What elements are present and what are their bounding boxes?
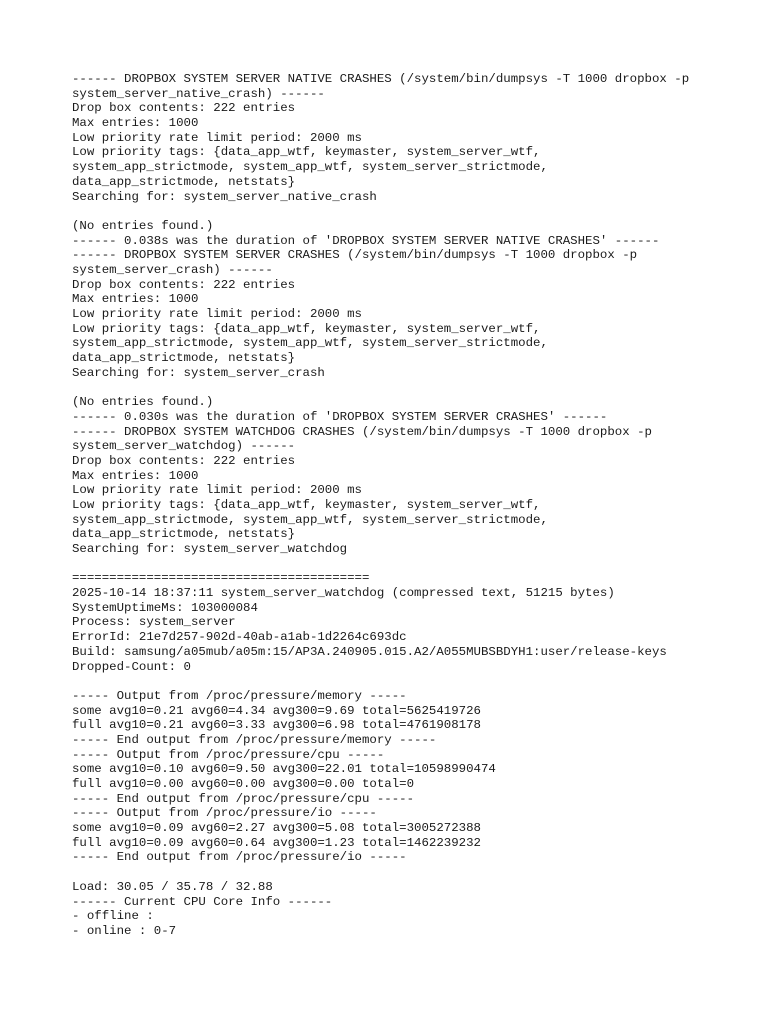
log-line: ======================================== — [72, 571, 370, 586]
log-line: data_app_strictmode, netstats} — [72, 351, 296, 366]
log-line: Low priority rate limit period: 2000 ms — [72, 307, 362, 321]
log-line: (No entries found.) — [72, 218, 214, 233]
log-line — [72, 865, 752, 880]
log-line: 2025-10-14 18:37:11 system_server_watchdog (compressed text, 51215 bytes) — [72, 586, 615, 601]
log-line — [72, 204, 752, 219]
log-line — [72, 380, 752, 395]
log-line: some avg10=0.09 avg60=2.27 avg300=5.08 total=3005272388 — [72, 821, 481, 836]
log-line: ----- Output from /proc/pressure/io ----- — [72, 806, 377, 821]
log-line: full avg10=0.09 avg60=0.64 avg300=1.23 total=1462239232 — [72, 835, 481, 850]
log-line: Low priority rate limit period: 2000 ms — [72, 130, 362, 145]
log-line: Drop box contents: 222 entries — [72, 277, 296, 292]
log-line: ------ DROPBOX SYSTEM WATCHDOG CRASHES (/system/bin/dumpsys -T 1000 dropbox -p — [72, 424, 652, 439]
log-line: ErrorId: 21e7d257-902d-40ab-a1ab-1d2264c693dc — [72, 630, 407, 645]
log-line: Load: 30.05 / 35.78 / 32.88 — [72, 879, 273, 894]
log-line — [72, 557, 752, 572]
log-line: ----- Output from /proc/pressure/memory ----- — [72, 688, 407, 703]
log-line — [72, 674, 752, 689]
log-line: Low priority tags: {data_app_wtf, keymaster, system_server_wtf, — [72, 497, 541, 512]
log-document — [72, 72, 752, 939]
log-line: system_app_strictmode, system_app_wtf, system_server_strictmode, — [72, 336, 548, 351]
log-line: SystemUptimeMs: 103000084 — [72, 600, 258, 615]
log-line: Max entries: 1000 — [72, 116, 199, 131]
log-line: - online : 0-7 — [72, 923, 177, 938]
log-line: ----- End output from /proc/pressure/cpu ----- — [72, 791, 415, 806]
log-line: ----- Output from /proc/pressure/cpu ----- — [72, 747, 385, 762]
log-line: Low priority rate limit period: 2000 ms — [72, 483, 362, 498]
log-line: ------ Current CPU Core Info ------ — [72, 894, 333, 909]
log-line: system_server_crash) ------ — [72, 262, 273, 277]
log-line: Dropped-Count: 0 — [72, 659, 191, 674]
log-line: system_app_strictmode, system_app_wtf, system_server_strictmode, — [72, 512, 548, 527]
log-line: ------ DROPBOX SYSTEM SERVER NATIVE CRASHES (/system/bin/dumpsys -T 1000 dropbox -p — [72, 72, 690, 86]
log-line: Max entries: 1000 — [72, 292, 199, 307]
log-line: Searching for: system_server_watchdog — [72, 542, 348, 556]
log-line: system_server_watchdog) ------ — [72, 439, 296, 454]
log-line: Process: system_server — [72, 615, 236, 630]
log-line: Searching for: system_server_native_crash — [72, 189, 377, 204]
log-line: ----- End output from /proc/pressure/memory ----- — [72, 732, 437, 747]
log-line: ------ 0.030s was the duration of 'DROPBOX SYSTEM SERVER CRASHES' ------ — [72, 409, 608, 424]
log-line: system_app_strictmode, system_app_wtf, system_server_strictmode, — [72, 160, 548, 175]
log-line: Drop box contents: 222 entries — [72, 101, 296, 116]
log-line: ----- End output from /proc/pressure/io ----- — [72, 850, 407, 865]
log-line: full avg10=0.00 avg60=0.00 avg300=0.00 total=0 — [72, 777, 415, 791]
log-line: Build: samsung/a05mub/a05m:15/AP3A.240905.015.A2/A055MUBSBDYH1:user/release-keys — [72, 644, 667, 659]
log-line: Low priority tags: {data_app_wtf, keymaster, system_server_wtf, — [72, 145, 541, 160]
log-line: ------ DROPBOX SYSTEM SERVER CRASHES (/system/bin/dumpsys -T 1000 dropbox -p — [72, 248, 638, 263]
log-line: system_server_native_crash) ------ — [72, 86, 325, 101]
log-line: Max entries: 1000 — [72, 468, 199, 483]
log-line: some avg10=0.10 avg60=9.50 avg300=22.01 total=10598990474 — [72, 762, 496, 777]
log-line: some avg10=0.21 avg60=4.34 avg300=9.69 total=5625419726 — [72, 703, 481, 718]
log-line: full avg10=0.21 avg60=3.33 avg300=6.98 total=4761908178 — [72, 718, 481, 733]
log-line: Drop box contents: 222 entries — [72, 453, 296, 468]
log-line: Low priority tags: {data_app_wtf, keymaster, system_server_wtf, — [72, 321, 541, 336]
log-line: data_app_strictmode, netstats} — [72, 527, 296, 542]
log-line: ------ 0.038s was the duration of 'DROPBOX SYSTEM SERVER NATIVE CRASHES' ------ — [72, 233, 660, 248]
log-line: Searching for: system_server_crash — [72, 365, 325, 380]
log-line: - offline : — [72, 909, 154, 924]
log-line: (No entries found.) — [72, 395, 214, 410]
log-line: data_app_strictmode, netstats} — [72, 174, 296, 189]
